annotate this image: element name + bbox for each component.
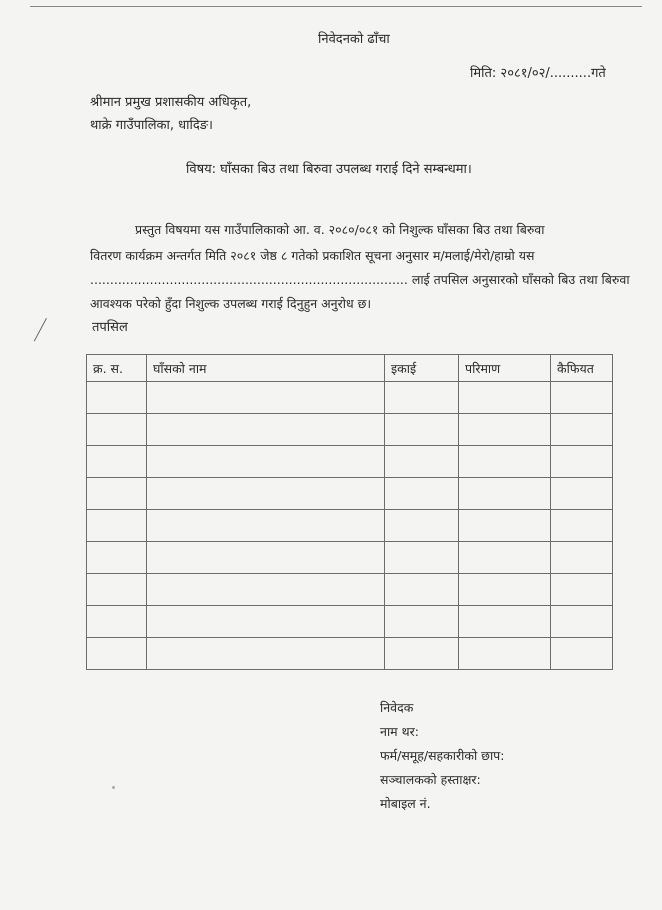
table-cell[interactable] [87, 382, 147, 414]
table-cell[interactable] [385, 382, 459, 414]
body-line-2: वितरण कार्यक्रम अन्तर्गत मिति २०८१ जेष्ठ ८ गतेको प्रकाशित सूचना अनुसार म/मलाई/मेरो/हाम्रो यस [90, 248, 535, 263]
table-cell[interactable] [147, 510, 385, 542]
body-line-3: ................................................................................ लाई तपसिल अनुसारको घाँसको बिउ तथा बिरुवा [90, 272, 630, 287]
table-cell[interactable] [385, 542, 459, 574]
top-border-line [30, 6, 642, 7]
speck-mark [112, 786, 115, 789]
table-cell[interactable] [459, 382, 551, 414]
table-cell[interactable] [87, 414, 147, 446]
table-header-row [87, 355, 613, 382]
table-row [87, 478, 613, 510]
table-cell[interactable] [459, 446, 551, 478]
table-cell[interactable] [385, 414, 459, 446]
header-unit: इकाई [385, 355, 459, 382]
header-quantity: परिमाण [459, 355, 551, 382]
name-field-label: नाम थर: [380, 724, 419, 739]
table-cell[interactable] [551, 510, 613, 542]
table-cell[interactable] [385, 574, 459, 606]
date-line: मिति: २०८१/०२/..........गते [470, 66, 606, 81]
table-cell[interactable] [147, 606, 385, 638]
form-title: निवेदनको ढाँचा [318, 32, 390, 47]
pen-mark [34, 318, 47, 341]
table-cell[interactable] [551, 574, 613, 606]
table-cell[interactable] [459, 542, 551, 574]
subject-line: विषय: घाँसका बिउ तथा बिरुवा उपलब्ध गराई दिने सम्बन्धमा। [186, 162, 472, 177]
table-row [87, 446, 613, 478]
header-remarks: कैफियत [551, 355, 613, 382]
mobile-field-label: मोबाइल नं. [380, 796, 431, 811]
table-row [87, 638, 613, 670]
stamp-field-label: फर्म/समूह/सहकारीको छाप: [380, 748, 505, 763]
header-grass-name: घाँसको नाम [147, 355, 385, 382]
table-cell[interactable] [551, 382, 613, 414]
table-cell[interactable] [87, 478, 147, 510]
header-serial: क्र. स. [87, 355, 147, 382]
table-cell[interactable] [551, 542, 613, 574]
table-cell[interactable] [551, 606, 613, 638]
body-line-4: आवश्यक परेको हुँदा निशुल्क उपलब्ध गराई दिनुहुन अनुरोध छ। [90, 296, 372, 311]
table-cell[interactable] [87, 574, 147, 606]
grass-request-table [86, 354, 613, 670]
table-cell[interactable] [459, 478, 551, 510]
table-cell[interactable] [385, 606, 459, 638]
addressee-line-1: श्रीमान प्रमुख प्रशासकीय अधिकृत, [90, 95, 252, 110]
signature-field-label: सञ्चालकको हस्ताक्षर: [380, 772, 481, 787]
table-cell[interactable] [459, 574, 551, 606]
table-cell[interactable] [87, 446, 147, 478]
table-cell[interactable] [459, 638, 551, 670]
table-cell[interactable] [87, 638, 147, 670]
table-cell[interactable] [385, 510, 459, 542]
details-heading: तपसिल [92, 320, 128, 335]
table-cell[interactable] [385, 478, 459, 510]
body-line-1: प्रस्तुत विषयमा यस गाउँपालिकाको आ. व. २०८०/०८१ को निशुल्क घाँसका बिउ तथा बिरुवा [135, 222, 545, 237]
table-cell[interactable] [87, 542, 147, 574]
table-cell[interactable] [147, 446, 385, 478]
table-row [87, 574, 613, 606]
table-cell[interactable] [385, 446, 459, 478]
table-cell[interactable] [551, 414, 613, 446]
table-cell[interactable] [551, 638, 613, 670]
table-cell[interactable] [459, 414, 551, 446]
table-cell[interactable] [147, 382, 385, 414]
table-cell[interactable] [147, 574, 385, 606]
table-row [87, 542, 613, 574]
table-cell[interactable] [147, 478, 385, 510]
table-cell[interactable] [551, 478, 613, 510]
table-cell[interactable] [147, 414, 385, 446]
table-row [87, 606, 613, 638]
applicant-label: निवेदक [380, 700, 414, 715]
addressee-line-2: थाक्रे गाउँपालिका, धादिङ। [90, 118, 213, 133]
table-cell[interactable] [459, 606, 551, 638]
table-cell[interactable] [147, 542, 385, 574]
table-cell[interactable] [87, 510, 147, 542]
table-row [87, 414, 613, 446]
table-cell[interactable] [551, 446, 613, 478]
table-row [87, 510, 613, 542]
table-row [87, 382, 613, 414]
table-cell[interactable] [385, 638, 459, 670]
table-cell[interactable] [87, 606, 147, 638]
table-cell[interactable] [147, 638, 385, 670]
table-cell[interactable] [459, 510, 551, 542]
